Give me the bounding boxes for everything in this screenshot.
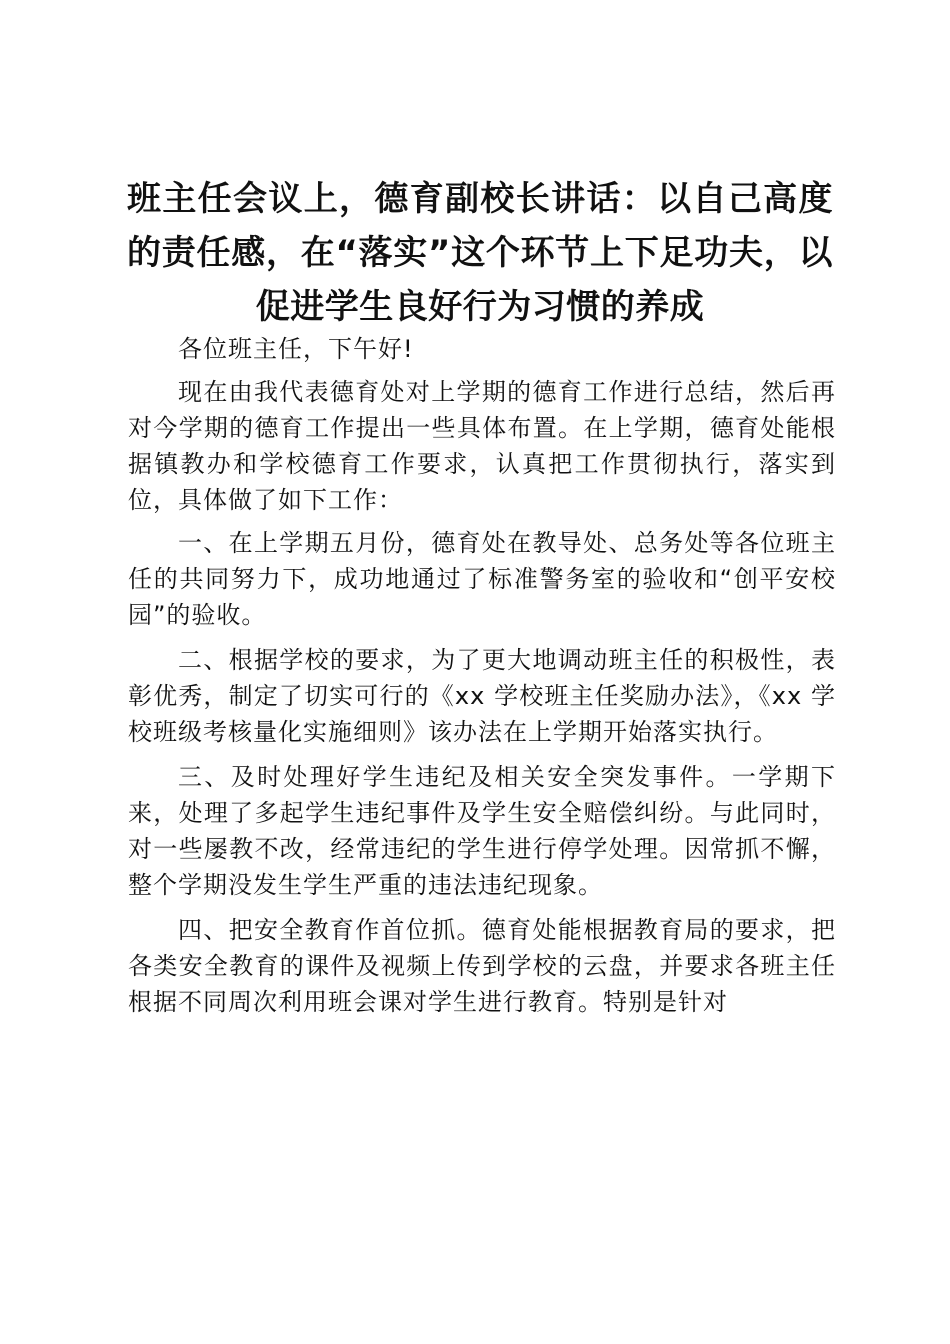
document-title: 班主任会议上，德育副校长讲话：以自己高度的责任感，在“落实”这个环节上下足功夫，以促进学生良好行为习惯的养成 xyxy=(127,179,833,327)
greeting-paragraph: 各位班主任，下午好! xyxy=(178,335,414,363)
document-body xyxy=(128,331,836,1020)
intro-paragraph: 现在由我代表德育处对上学期的德育工作进行总结，然后再对今学期的德育工作提出一些具体布置。在上学期，德育处能根据镇教办和学校德育工作要求，认真把工作贯彻执行，落实到位，具体做了如下工作： xyxy=(128,378,836,514)
item-three-paragraph: 三、及时处理好学生违纪及相关安全突发事件。一学期下来，处理了多起学生违纪事件及学生安全赔偿纠纷。与此同时，对一些屡教不改，经常违纪的学生进行停学处理。因常抓不懈，整个学期没发生学生严重的违法违纪现象。 xyxy=(128,763,836,899)
item-four-paragraph: 四、把安全教育作首位抓。德育处能根据教育局的要求，把各类安全教育的课件及视频上传到学校的云盘，并要求各班主任根据不同周次利用班会课对学生进行教育。特别是针对 xyxy=(128,916,836,1016)
item-one-paragraph: 一、在上学期五月份，德育处在教导处、总务处等各位班主任的共同努力下，成功地通过了标准警务室的验收和“创平安校园”的验收。 xyxy=(128,529,836,629)
item-two-paragraph: 二、根据学校的要求，为了更大地调动班主任的积极性，表彰优秀，制定了切实可行的《xx 学校班主任奖励办法》，《xx 学校班级考核量化实施细则》该办法在上学期开始落实执行。 xyxy=(128,646,836,746)
